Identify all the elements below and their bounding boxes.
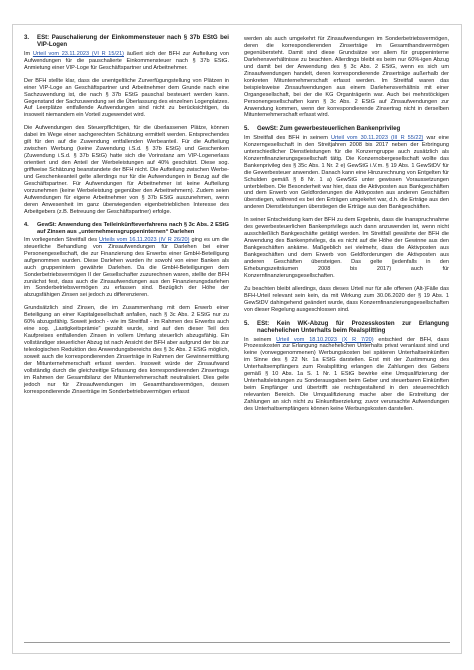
section-number: 5. [244, 125, 250, 133]
ruling-link[interactable]: Urteils vom 16.11.2023 (IV R 26/20) [99, 236, 190, 243]
section-5-heading [244, 125, 449, 132]
section-title: GewSt: Zum gewerbesteuerlichen Bankenprivileg [257, 125, 401, 133]
paragraph [244, 337, 449, 413]
paragraph: Der BFH stellte klar, dass die unentgeltliche Zurverfügungstellung von Plätzen in einer VIP-Loge an Geschäftspartner und Arbeitnehmer dem Grunde nach eine Sachzuwendung ist, die nach § 37b EStG pauschal besteuert werden kann. Gegenstand der Sachzuwendung sei die Überlassung des einzelnen Logenplatzes. Auf Leerplätze entfallende Aufwendungen sind nicht zu berücksichtigen, da insoweit niemandem ein Vorteil zugewendet wird. [24, 77, 229, 119]
section-number: 3. [24, 34, 30, 41]
section-number: 4. [24, 221, 29, 228]
ruling-link[interactable]: Urteil vom 18.10.2023 (X R 7/20) [276, 336, 374, 343]
text-run: Im Streitfall des BFH in seinem [244, 134, 331, 141]
section-title: GewSt: Anwendung des Teileinkünfteverfahrens nach § 3c Abs. 2 EStG auf Zinsen aus „unternehmensgruppeninternen“ Darlehen [37, 221, 229, 235]
text-run: entschied der BFH, dass Prozesskosten zur Erlangung nachehelichen Unterhalts privat veranlasst sind und keine (vorweggenommenen) Werbungskosten bei späteren Unterhaltseinkünften im Sinne des § 22 Nr. 1a EStG darstellen. Erst mit der Zustimmung des Unterhaltsempfängers zum Realsplitting erlangen die Zahlungen des Gebers gemäß § 10 Abs. 1a S. 1 Nr. 1 EStG bewirke eine Umqualifizierung der Unterhaltsleistungen zu Sonderausgaben beim Geber und steuerbaren Einkünften beim Empfänger und übertrifft sie rechtsgestaltend in den steuerrechtlich relevanten Bereich. Die Umqualifizierung mache aber die Erstreitung der Zahlungen an sich nicht zu Einkunftserzielung; zuvor verursachte Aufwendungen des Unterhaltsempfängers können keine Werbungskosten darstellen. [244, 336, 449, 413]
right-column [244, 36, 449, 419]
paragraph: In seiner Entscheidung kam der BFH zu dem Ergebnis, dass die Inanspruchnahme des gewerbesteuerlichen Bankenprivilegs auch dann anzuwenden ist, wenn nicht ausschließlich Bankgeschäfte getätigt werden. Im Streitfall gewährte der BFH die Anwendung des Bankenprivilegs, da es nicht auf die Höhe der Gewinne aus den Bankgeschäften ankäme. Maßgeblich sei vielmehr, dass die Aktivposten aus Bankgeschäften und dem Erwerb von Geldforderungen die Aktivposten aus anderen Geschäften übersteigen. Das gelte (jedenfalls in den Erhebungszeiträumen 2008 bis 2017) auch für Konzernfinanzierungsgesellschaften. [244, 217, 449, 279]
left-column [24, 34, 229, 402]
paragraph: Grundsätzlich sind Zinsen, die im Zusammenhang mit dem Erwerb einer Beteiligung an einer Kapitalgesellschaft anfallen, nach § 3c Abs. 2 EStG nur zu 60% abzugsfähig. Soweit jedoch - wie im Streitfall - im Rahmen des Erwerbs auch eine sog. „Lastigkeitsprämie“ gezahlt wurde, sind auf den dieser Teil des Kaufpreises entfallenden Zinsen in vollem Umfang steuerlich abzugsfähig. Ein vollständiger steuerlicher Abzug ist nach Ansicht der BFH aber aufgrund der bis zur teleologischen Reduktion des Anwendungsbereichs des § 3c Abs. 2 EStG möglich, soweit auch die korrespondierenden Zinserträge in Rahmen der Gewinnermittlung der Mitunternehmerschaft erfasst werden. Insoweit würde der Zinsaufwand vollständig durch die gleichzeitige Erfassung des korrespondierenden Zinsertrags im Rahmen der Gesamtbilanz der Mitunternehmerschaft neutralisiert. Dies gelte jedoch nur für Zinsaufwendungen im Gesamthandsvermögen, dessen korrespondierende Zinserträge im Sonderbetriebsvermögen erfasst [24, 305, 229, 395]
paragraph: Die Aufwendungen des Steuerpflichtigen, für die überlassenen Plätze, können dabei im Wege einer sachgerechten Schätzung ermittelt werden. Entsprechendes gilt für den auf die Zuwendung entfallenden Werbeanteil. Für die Aufteilung zwischen Werbung (keine Zuwendung i.S.d. § 37b EStG) und Geschenken (Zuwendung i.S.d. § 37b EStG) hatte sich die Vorinstanz am VIP-Logenerlass orientiert und den Anteil der Werbeleistungen auf 40% geschätzt. Diese sog. griffweise Schätzung beanstandete der BFH nicht. Die Aufteilung zwischen Werbe- und Geschenkeanteil gelte allerdings nur für die Aufwendungen in Bezug auf die Geschäftspartner. Für Aufwendungen für Arbeitnehmer ist keine Aufteilung vorzunehmen (keine Werbeleistung gegenüber den Arbeitnehmern). Zudem seien Aufwendungen für eigene Arbeitnehmer von § 37b EStG auszunehmen, wenn deren Anwesenheit im ganz überwiegenden eigenbetrieblichen Interesse des Arbeitgebers (z.B. Betreuung der Geschäftspartner) erfolge. [24, 125, 229, 215]
text-run: Im vorliegenden Streitfall des [24, 236, 99, 243]
text-run: äußert sich der BFH zur Aufteilung von Aufwendungen für die pauschalierte Einkommensteuer nach § 37b EStG. Anmietung einer VIP-Loge für Geschäftspartner und Arbeitnehmer. [24, 50, 229, 71]
text-run: Im [24, 50, 33, 57]
section-6-heading [244, 320, 449, 335]
section-3-heading [24, 34, 229, 49]
section-number: 5. [244, 319, 250, 327]
paragraph [244, 135, 449, 211]
section-title: ESt: Pauschalierung der Einkommensteuer nach § 37b EStG bei VIP-Logen [37, 34, 229, 49]
paragraph [24, 237, 229, 300]
text-run: ging es um die steuerliche Behandlung von Zinsaufwendungen für Darlehen bei einer Personengesellschaft, die zur Finanzierung des Erwerbs einer GmbH-Beteiligung aufgenommen wurden. Diese Darlehen wurden ihr sowohl von einer Banken als auch gruppenintern gewährte Darlehen. Da die GmbH-Beteiligungen dem Sonderbetriebsvermögen II der Gesellschafter zuzurechnen waren, stellte der BFH zunächst fest, dass auch die Zinsaufwendungen aus den Finanzierungsdarlehen im Sonderbetriebsvermögen zu erfassen sind. Bezüglich der Höhe der abzugsfähigen Zinsen sei jedoch zu differenzieren. [24, 236, 229, 299]
footer-divider [24, 642, 450, 643]
text-run: war eine Konzerngesellschaft in den Streitjahren 2008 bis 2017 neben der Erbringung unterschiedlicher Dienstleistungen für die Konzerngruppe auch zusätzlich als Konzernfinanzierungsgesellschaft tätig. Die Konzernobergesellschaft wollte das Bankenprivileg des § 35c Abs. 1 Nr. 2 e) GewStG i.V.m. § 19 Abs. 1 GewStDV für die Gewerbesteuer anwenden. Danach kann eine Hinzurechnung von Entgelten für Schulden gemäß § 8 Nr. 1 a) GewStG unter gewissen Voraussetzungen unterbleiben. Die Besonderheit war hier, dass die Aktivposten aus Bankgeschäften und dem Erwerb von Geldforderungen die Aktivposten aus anderen Geschäften überstiegen, während es bei den Erträgen umgekehrt war, d.h. die Erträge aus den anderen Dienstleistungen überstiegen die Erträge aus den Bankgeschäften. [244, 134, 449, 211]
paragraph [24, 51, 229, 72]
section-title: ESt: Kein WK-Abzug für Prozesskosten zur Erlangung nachehelichen Unterhalts beim Realsplitting [257, 319, 449, 335]
ruling-link[interactable]: Urteil vom 30.11.2023 (III R 55/22) [330, 134, 424, 141]
paragraph: Zu beachten bleibt allerdings, dass dieses Urteil nur für alle offenen (Alt-)Fälle das BFH-Urteil relevant sein kein, da mit Wirkung zum 30.06.2020 der § 19 Abs. 1 GewStDV dahingehend geändert wurde, dass Konzernfinanzierungsgesellschaften von dieser Regelung ausgeschlossen sind. [244, 285, 449, 313]
text-run: In seinem [244, 336, 277, 343]
ruling-link[interactable]: Urteil vom 23.11.2023 (VI R 15/21) [32, 50, 125, 57]
paragraph: werden als auch umgekehrt für Zinsaufwendungen im Sonderbetriebsvermögen, deren die korrespondierenden Zinserträge im Gesamthandsvermögen gegenübersteht. Damit sind diese Grundsätze vor allem für gruppeninterne Darlehensverhältnisse zu beachten. Allerdings bleibt es beim nur 60%-igen Abzug und damit bei der Anwendung des § 3c Abs. 2 EStG, wenn es sich um Zinsaufwendungen handelt, deren korrespondierende Zinserträge außerhalb der konkreten Mitunternehmerschaft erfasst werden. Im Streitfall waren das beispielsweise Zinsaufwendungen aus einem Darlehensverhältnis mit einer Organgesellschaft, bei der die KG Organträgerin war. Auch bei mehrstöckigen Personengesellschaften kann § 3c Abs. 2 EStG auf Zinsaufwendungen zur Anwendung kommen, wenn der korrespondierende Zinsertrag nicht in derselben Mitunternehmerschaft erfasst wird. [244, 36, 449, 119]
section-4-heading [24, 222, 229, 236]
